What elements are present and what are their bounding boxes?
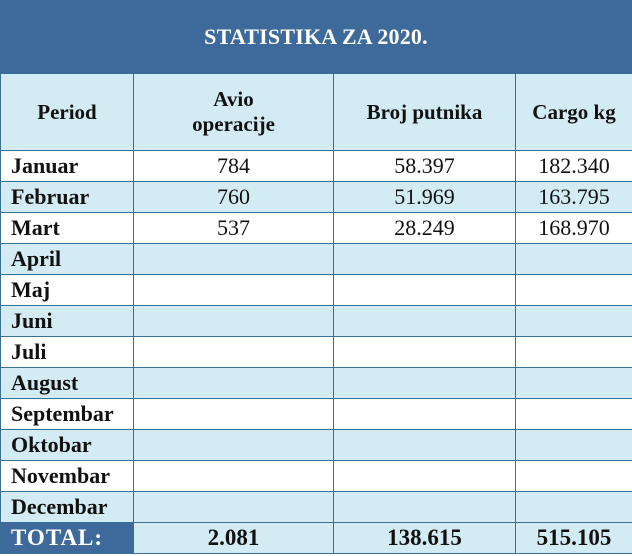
table-row <box>1 213 632 244</box>
table-title: STATISTIKA ZA 2020. <box>0 0 632 73</box>
cargo-cell <box>516 461 632 492</box>
putnici-cell: 51.969 <box>334 182 516 213</box>
period-cell: Novembar <box>1 461 134 492</box>
table-row <box>1 368 632 399</box>
cargo-cell <box>516 368 632 399</box>
period-cell: April <box>1 244 134 275</box>
putnici-cell <box>334 430 516 461</box>
header-cargo: Cargo kg <box>516 74 632 151</box>
avio-cell: 784 <box>134 151 334 182</box>
period-cell: Mart <box>1 213 134 244</box>
avio-cell <box>134 368 334 399</box>
putnici-cell <box>334 275 516 306</box>
total-row <box>1 523 632 554</box>
putnici-cell <box>334 368 516 399</box>
period-cell: Septembar <box>1 399 134 430</box>
cargo-cell: 168.970 <box>516 213 632 244</box>
header-row <box>1 74 632 151</box>
table-row <box>1 182 632 213</box>
table-row <box>1 492 632 523</box>
period-cell: Decembar <box>1 492 134 523</box>
putnici-cell <box>334 492 516 523</box>
avio-cell: 760 <box>134 182 334 213</box>
cargo-cell <box>516 275 632 306</box>
header-avio-line2: operacije <box>192 112 275 136</box>
header-broj-putnika: Broj putnika <box>334 74 516 151</box>
putnici-cell <box>334 461 516 492</box>
table-row <box>1 337 632 368</box>
cargo-cell <box>516 306 632 337</box>
avio-cell <box>134 492 334 523</box>
header-period: Period <box>1 74 134 151</box>
avio-cell <box>134 275 334 306</box>
cargo-cell <box>516 244 632 275</box>
cargo-cell <box>516 430 632 461</box>
putnici-cell <box>334 399 516 430</box>
avio-cell <box>134 337 334 368</box>
avio-cell: 537 <box>134 213 334 244</box>
table-body <box>1 151 632 523</box>
avio-cell <box>134 306 334 337</box>
header-avio-line1: Avio <box>213 87 254 111</box>
table-row <box>1 399 632 430</box>
table-row <box>1 306 632 337</box>
putnici-cell <box>334 306 516 337</box>
putnici-cell <box>334 244 516 275</box>
putnici-cell: 58.397 <box>334 151 516 182</box>
period-cell: Oktobar <box>1 430 134 461</box>
total-avio: 2.081 <box>134 523 334 554</box>
cargo-cell <box>516 492 632 523</box>
table-row <box>1 151 632 182</box>
putnici-cell <box>334 337 516 368</box>
cargo-cell: 182.340 <box>516 151 632 182</box>
table-row <box>1 275 632 306</box>
avio-cell <box>134 461 334 492</box>
total-putnici: 138.615 <box>334 523 516 554</box>
avio-cell <box>134 430 334 461</box>
total-cargo: 515.105 <box>516 523 632 554</box>
period-cell: Februar <box>1 182 134 213</box>
avio-cell <box>134 244 334 275</box>
period-cell: August <box>1 368 134 399</box>
total-label: TOTAL: <box>1 523 134 554</box>
period-cell: Juni <box>1 306 134 337</box>
table-row <box>1 461 632 492</box>
avio-cell <box>134 399 334 430</box>
period-cell: Maj <box>1 275 134 306</box>
header-avio-operacije <box>134 74 334 151</box>
statistics-table <box>0 73 632 554</box>
table-row <box>1 244 632 275</box>
cargo-cell: 163.795 <box>516 182 632 213</box>
period-cell: Juli <box>1 337 134 368</box>
table-row <box>1 430 632 461</box>
period-cell: Januar <box>1 151 134 182</box>
putnici-cell: 28.249 <box>334 213 516 244</box>
cargo-cell <box>516 399 632 430</box>
cargo-cell <box>516 337 632 368</box>
